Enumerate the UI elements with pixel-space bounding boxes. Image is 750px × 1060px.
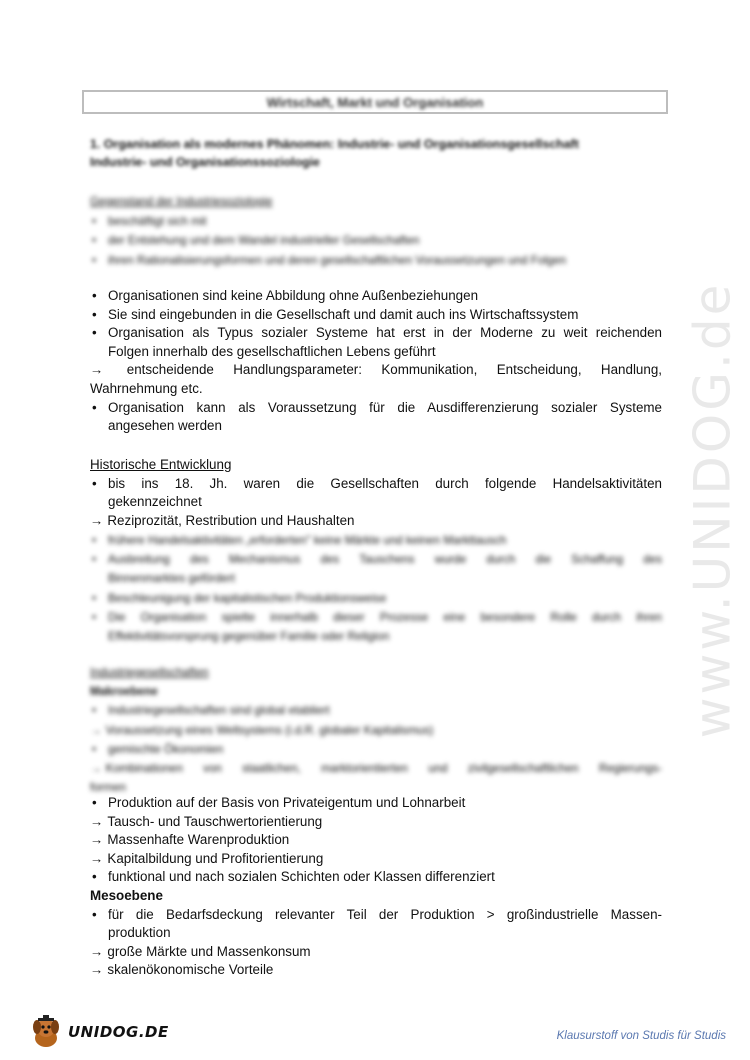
list-item: • beschäftigt sich mit [90, 212, 662, 232]
document-title: Wirtschaft, Markt und Organisation [266, 94, 484, 110]
list-item: • Industriegesellschaften sind global etabliert [90, 701, 662, 720]
list-item [90, 475, 662, 512]
list-item-line: • Die Organisation spielte innerhalb dieser Prozesse eine besondere Rolle durch ihren [108, 610, 662, 624]
arrow-item: → Kombinationen von staatlichen, marktorientierten und zivilgesellschaftlichen Regierungs- formen [90, 762, 662, 795]
level-heading: Makroebene [90, 685, 158, 699]
list-item [90, 324, 662, 361]
arrow-item-line: Wahrnehmung etc. [90, 380, 203, 396]
arrow-item: → Massenhafte Warenproduktion [90, 832, 290, 848]
blurred-historisch [90, 531, 662, 646]
arrow-item: → große Märkte und Massenkonsum [90, 943, 311, 959]
arrow-item: → Tausch- und Tauschwertorientierung [90, 813, 323, 829]
section-heading [90, 135, 662, 171]
arrow-item: → Kapitalbildung und Profitorientierung [90, 850, 324, 866]
list-item: • funktional und nach sozialen Schichten oder Klassen differenziert [90, 868, 662, 887]
list-item: • ihren Rationalisierungsformen und deren gesellschaftlichen Voraussetzungen und Folgen [90, 251, 662, 271]
list-item: • Organisationen sind keine Abbildung ohne Außenbeziehungen [90, 287, 662, 306]
list-item: • Beschleunigung der kapitalistischen Produktionsweise [90, 589, 662, 608]
list-item-line: • bis ins 18. Jh. waren die Gesellschaften durch folgende Handelsaktivitäten [108, 475, 662, 491]
list-item-line: Folgen innerhalb des gesellschaftlichen Lebens geführt [108, 343, 436, 359]
subheading: Industriegesellschaften [90, 666, 209, 679]
subheading: Historische Entwicklung [90, 457, 232, 472]
list-item [90, 906, 662, 943]
list-item-line: Binnenmarktes gefördert [108, 572, 235, 586]
logo-text: UNIDOG.DE [68, 1023, 169, 1041]
level-heading: Mesoebene [90, 887, 163, 903]
subheading: Gegenstand der Industriesoziologie [90, 195, 273, 208]
list-item-line: • Organisation als Typus sozialer Systeme hat erst in der Moderne zu weit reichenden [108, 325, 662, 341]
unidog-logo[interactable] [26, 1014, 169, 1050]
heading-line-2: Industrie- und Organisationssoziologie [90, 155, 320, 169]
arrow-item [90, 361, 662, 398]
arrow-icon: → [90, 362, 104, 378]
arrow-item: → skalenökonomische Vorteile [90, 962, 274, 978]
section-industriesoziologie [90, 192, 662, 270]
footer-slogan: Klausurstoff von Studis für Studis [556, 1030, 726, 1042]
arrow-icon: → [90, 962, 104, 978]
arrow-item: → Reziprozität, Restribution und Haushalten [90, 512, 355, 528]
list-item: • Sie sind eingebunden in die Gesellschaft und damit auch ins Wirtschaftssystem [90, 306, 662, 325]
dog-mascot-icon [26, 1014, 66, 1050]
list-item-line: • für die Bedarfsdeckung relevanter Teil der Produktion > großindustrielle Massen- [108, 906, 662, 922]
heading-line-1: 1. Organisation als modernes Phänomen: Industrie- und Organisationsgesellschaft [90, 137, 579, 151]
section-organisation [90, 287, 662, 436]
list-item [90, 550, 662, 588]
section-industriegesellschaften [90, 794, 662, 980]
arrow-icon: → [90, 512, 104, 528]
list-item: • der Entstehung und dem Wandel industrieller Gesellschaften [90, 231, 662, 251]
arrow-item-line: → entscheidende Handlungsparameter: Kommunikation, Entscheidung, Handlung, [90, 362, 662, 378]
list-item-line: gekennzeichnet [108, 494, 202, 510]
list-item: • frühere Handelsaktivitäten „erforderten" keine Märkte und keinen Markttausch [90, 531, 662, 550]
list-item-line: angesehen werden [108, 418, 222, 434]
list-item-line: Effektivitätsvorsprung gegenüber Familie oder Religion [108, 630, 390, 644]
arrow-icon: → [90, 813, 104, 829]
list-item [90, 608, 662, 646]
list-item: • gemischte Ökonomien [90, 740, 662, 759]
arrow-icon: → [90, 943, 104, 959]
section-historisch [90, 456, 662, 530]
list-item-line: • Ausbreitung des Mechanismus des Tauschens wurde durch die Schaffung des [108, 553, 662, 567]
watermark: www.UNIDOG.de [683, 281, 742, 739]
list-item-line: produktion [108, 925, 171, 941]
arrow-item: → Voraussetzung eines Weltsystems (i.d.R. globaler Kapitalismus) [90, 723, 434, 737]
list-item-line: • Organisation kann als Voraussetzung für die Ausdifferenzierung sozialer Systeme [108, 399, 662, 415]
list-item: • Produktion auf der Basis von Privateigentum und Lohnarbeit [90, 794, 662, 813]
arrow-icon: → [90, 832, 104, 848]
arrow-icon: → [90, 850, 104, 866]
blurred-industriegesellschaften [90, 663, 662, 797]
title-box [82, 90, 668, 114]
list-item [90, 399, 662, 436]
